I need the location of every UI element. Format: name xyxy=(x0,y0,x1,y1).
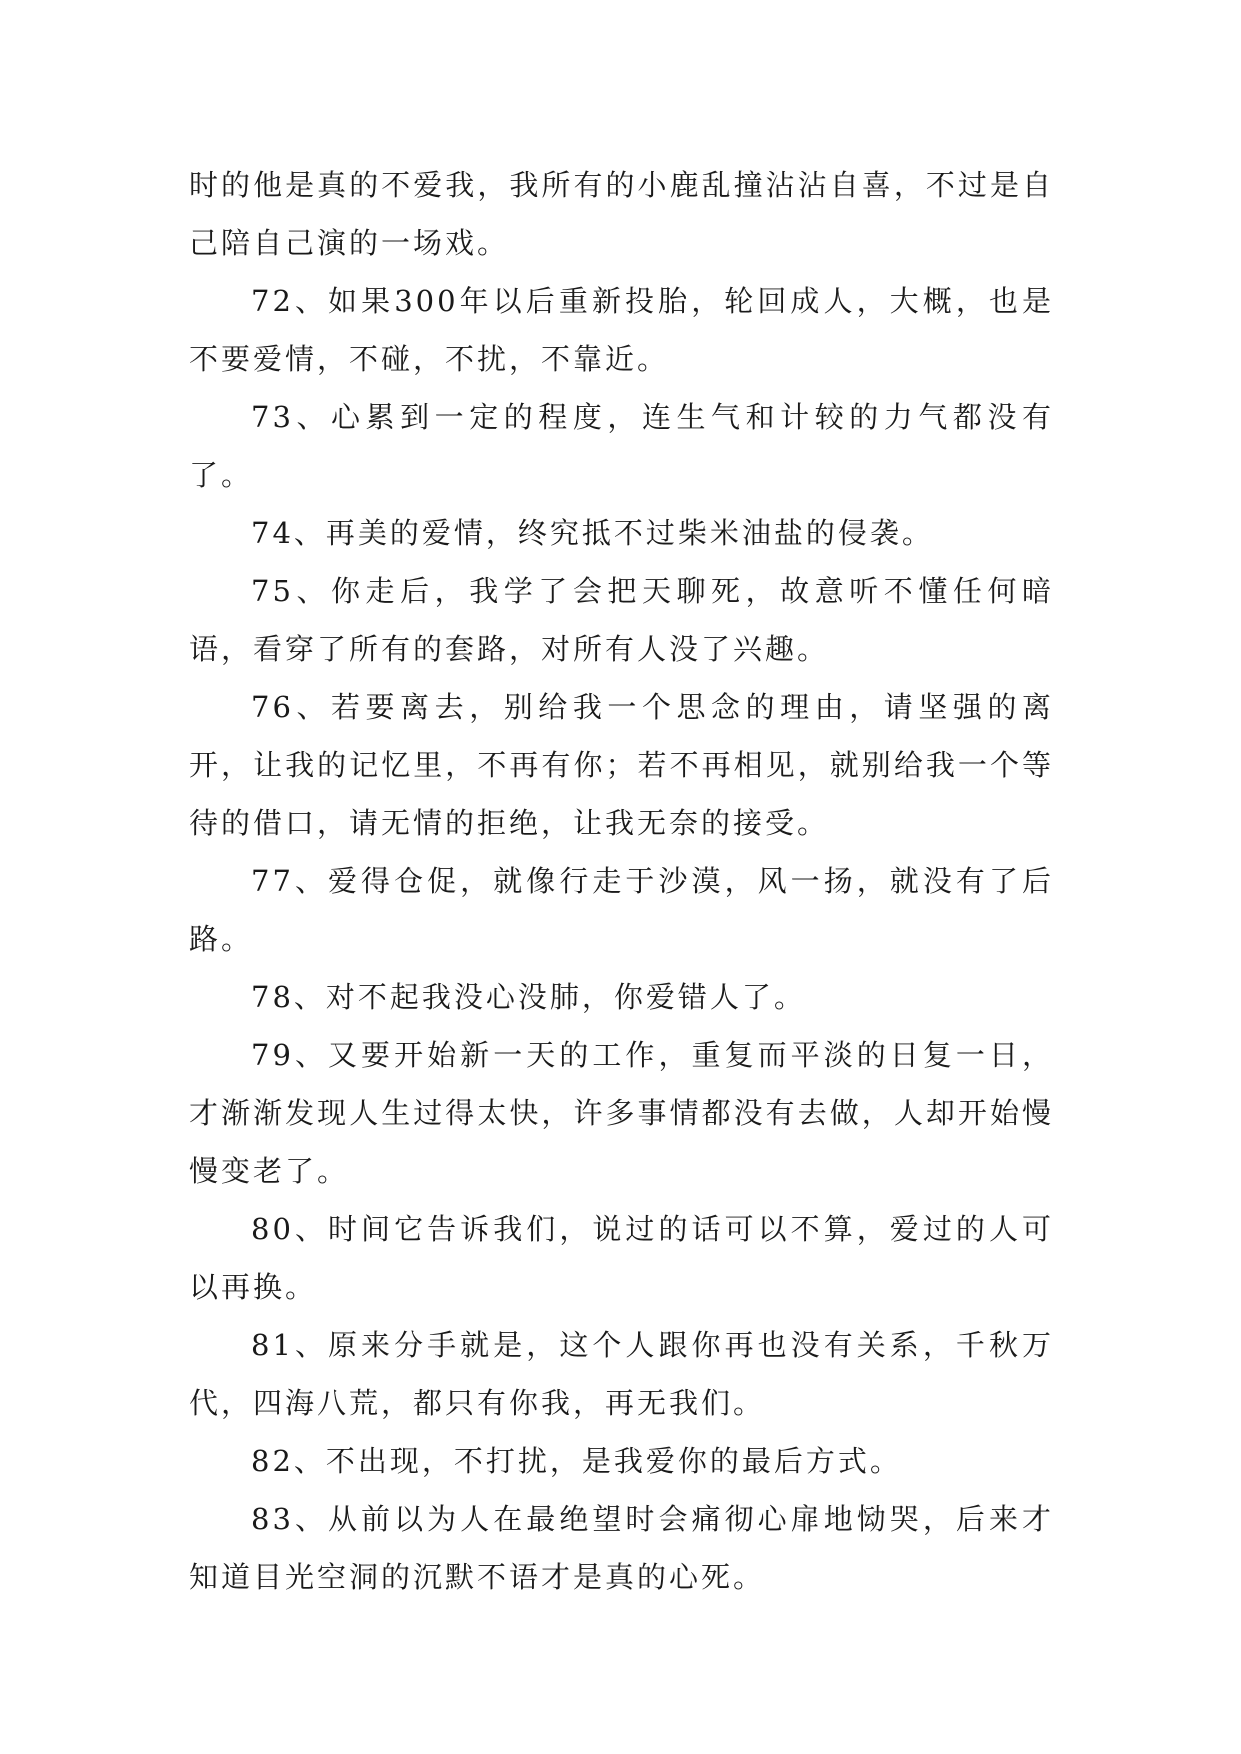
paragraph-74: 74、再美的爱情，终究抵不过柴米油盐的侵袭。 xyxy=(251,516,934,550)
paragraph-81: 81、原来分手就是，这个人跟你再也没有关系，千秋万代，四海八荒，都只有你我，再无我们。 xyxy=(189,1328,1054,1420)
document-body xyxy=(189,156,1054,1606)
paragraph-72: 72、如果300年以后重新投胎，轮回成人，大概，也是不要爱情，不碰，不扰，不靠近。 xyxy=(189,284,1054,376)
paragraph-76: 76、若要离去，别给我一个思念的理由，请坚强的离开，让我的记忆里，不再有你；若不再相见，就别给我一个等待的借口，请无情的拒绝，让我无奈的接受。 xyxy=(189,690,1054,840)
paragraph-continuation: 时的他是真的不爱我，我所有的小鹿乱撞沾沾自喜，不过是自己陪自己演的一场戏。 xyxy=(189,168,1054,260)
paragraph-80: 80、时间它告诉我们，说过的话可以不算，爱过的人可以再换。 xyxy=(189,1212,1054,1304)
paragraph-79: 79、又要开始新一天的工作，重复而平淡的日复一日，才渐渐发现人生过得太快，许多事情都没有去做，人却开始慢慢变老了。 xyxy=(189,1038,1054,1188)
paragraph-75: 75、你走后，我学了会把天聊死，故意听不懂任何暗语，看穿了所有的套路，对所有人没了兴趣。 xyxy=(189,574,1054,666)
paragraph-77: 77、爱得仓促，就像行走于沙漠，风一扬，就没有了后路。 xyxy=(189,864,1054,956)
paragraph-82: 82、不出现，不打扰，是我爱你的最后方式。 xyxy=(251,1444,902,1478)
paragraph-78: 78、对不起我没心没肺，你爱错人了。 xyxy=(251,980,806,1014)
paragraph-83: 83、从前以为人在最绝望时会痛彻心扉地恸哭，后来才知道目光空洞的沉默不语才是真的心死。 xyxy=(189,1502,1054,1594)
paragraph-73: 73、心累到一定的程度，连生气和计较的力气都没有了。 xyxy=(189,400,1054,492)
